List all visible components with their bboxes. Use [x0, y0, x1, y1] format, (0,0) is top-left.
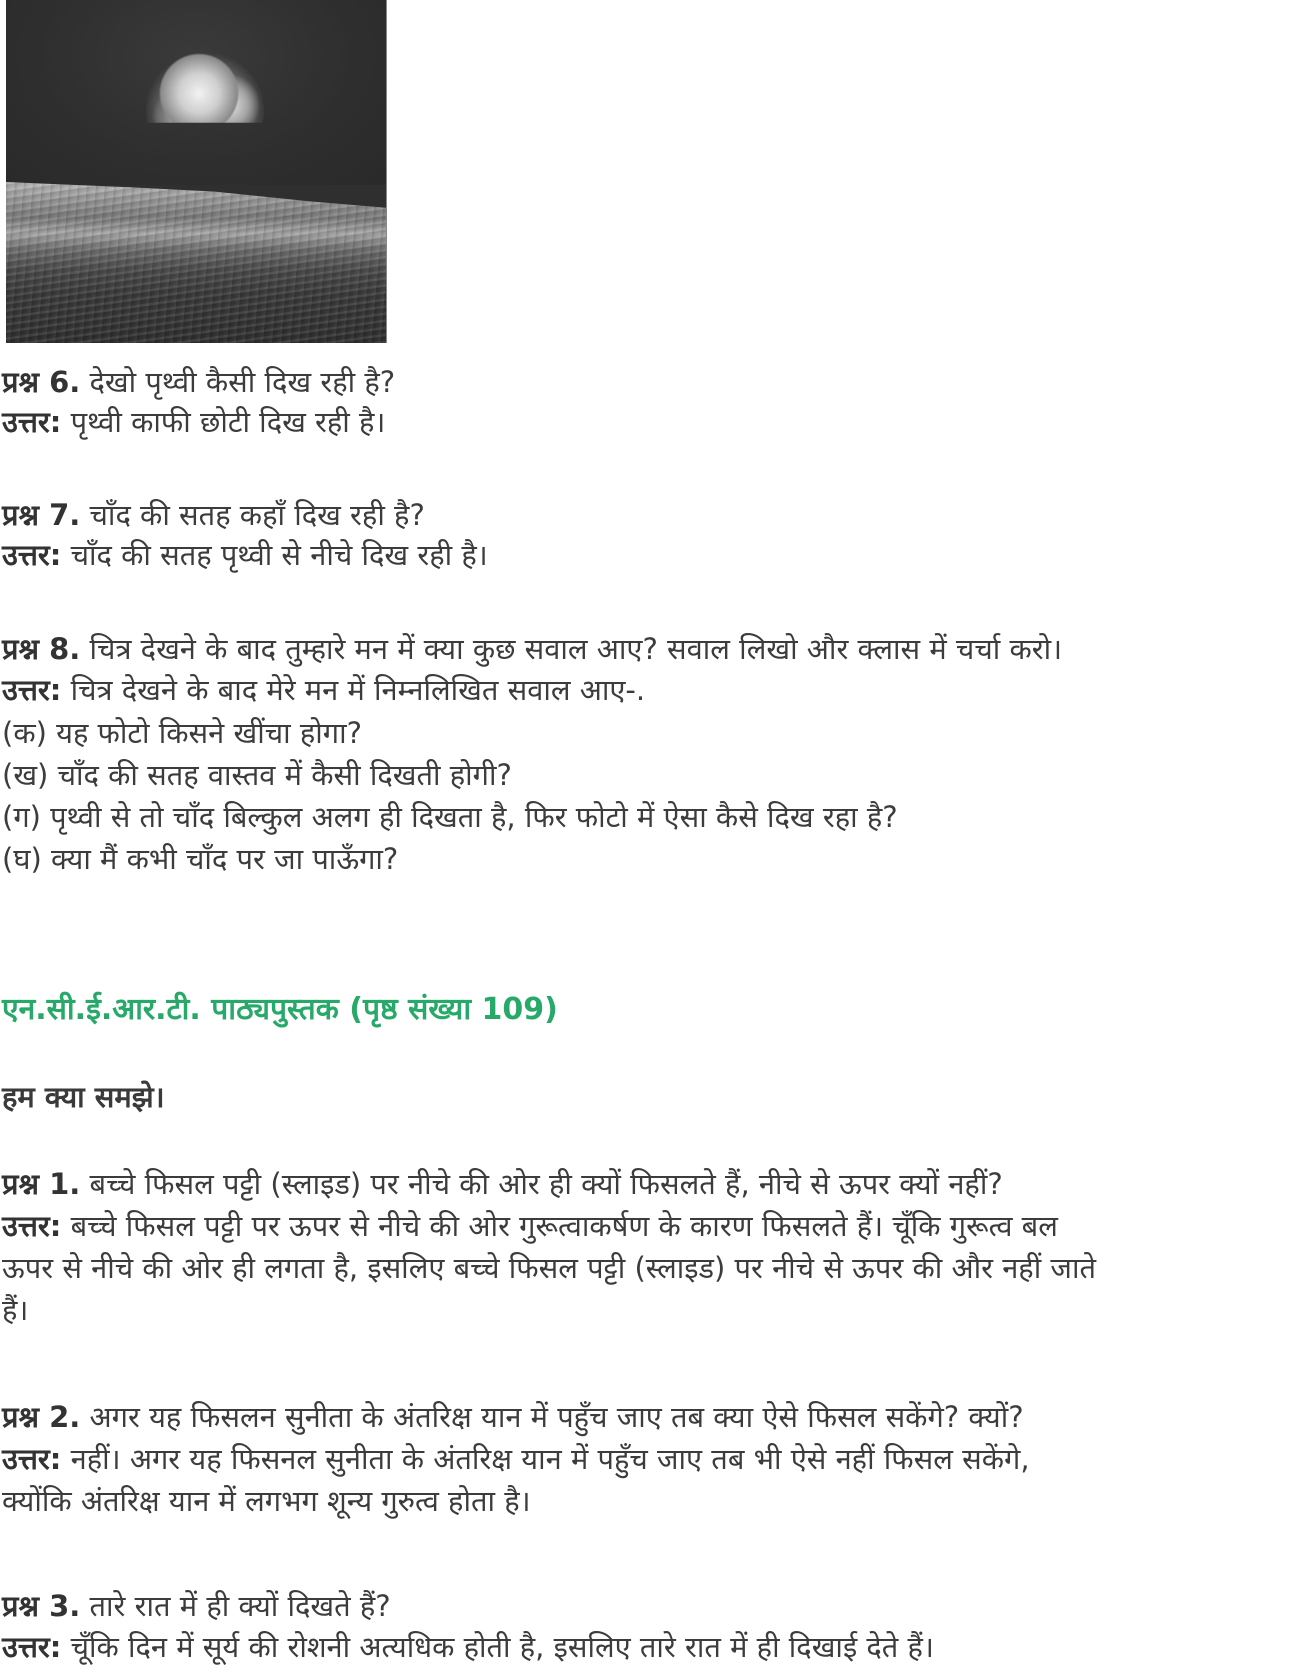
question-2: [2, 1397, 1024, 1437]
question-label: प्रश्न 7.: [2, 498, 81, 532]
question-label: प्रश्न 2.: [2, 1400, 81, 1434]
question-8: [2, 629, 1062, 669]
answer-text: पृथ्वी काफी छोटी दिख रही है।: [61, 405, 386, 439]
answer-label: उत्तर:: [2, 538, 62, 572]
answer-text: चित्र देखने के बाद मेरे मन में निम्नलिखित सवाल आए-.: [61, 673, 646, 707]
answer-8-item-ka: (क) यह फोटो किसने खींचा होगा?: [2, 716, 362, 750]
answer-1-line-2: ऊपर से नीचे की ओर ही लगता है, इसलिए बच्चे फिसल पट्टी (स्लाइड) पर नीचे से ऊपर की और नहीं जाते: [2, 1251, 1096, 1285]
question-text: तारे रात में ही क्यों दिखते हैं?: [80, 1589, 391, 1623]
question-3: [2, 1586, 391, 1626]
section-heading: एन.सी.ई.आर.टी. पाठ्यपुस्तक (पृष्ठ संख्या 109): [2, 992, 558, 1027]
answer-8: [2, 670, 645, 710]
question-label: प्रश्न 3.: [2, 1589, 81, 1623]
question-label: प्रश्न 6.: [2, 365, 81, 399]
question-label: प्रश्न 1.: [2, 1167, 81, 1201]
question-text: देखो पृथ्वी कैसी दिख रही है?: [80, 365, 396, 399]
subheading: हम क्या समझे।: [2, 1080, 165, 1114]
moon-surface-texture: [6, 182, 386, 343]
answer-6: [2, 402, 385, 442]
answer-8-item-gha: (घ) क्या मैं कभी चाँद पर जा पाऊँगा?: [2, 842, 399, 876]
earthrise-photo: [6, 0, 387, 343]
question-6: [2, 362, 395, 402]
question-text: बच्चे फिसल पट्टी (स्लाइड) पर नीचे की ओर ही क्यों फिसलते हैं, नीचे से ऊपर क्यों नहीं?: [80, 1167, 1003, 1201]
question-7: [2, 495, 425, 535]
question-text: अगर यह फिसलन सुनीता के अंतरिक्ष यान में पहुँच जाए तब क्या ऐसे फिसल सकेंगे? क्यों?: [80, 1400, 1024, 1434]
question-label: प्रश्न 8.: [2, 632, 81, 666]
question-text: चाँद की सतह कहाँ दिख रही है?: [80, 498, 425, 532]
answer-text: चूँकि दिन में सूर्य की रोशनी अत्यधिक होती है, इसलिए तारे रात में ही दिखाई देते हैं।: [61, 1630, 934, 1664]
answer-1: [2, 1206, 1058, 1246]
answer-7: [2, 535, 488, 575]
answer-2: [2, 1439, 1030, 1479]
answer-1-line-3: हैं।: [2, 1293, 29, 1327]
answer-text: बच्चे फिसल पट्टी पर ऊपर से नीचे की ओर गुरूत्वाकर्षण के कारण फिसलते हैं। चूँकि गुरूत्व बल: [61, 1209, 1058, 1243]
answer-text: नहीं। अगर यह फिसनल सुनीता के अंतरिक्ष यान में पहुँच जाए तब भी ऐसे नहीं फिसल सकेंगे,: [61, 1442, 1030, 1476]
answer-3: [2, 1627, 934, 1667]
question-1: [2, 1164, 1003, 1204]
answer-label: उत्तर:: [2, 1209, 62, 1243]
answer-label: उत्तर:: [2, 405, 62, 439]
answer-label: उत्तर:: [2, 1442, 62, 1476]
answer-label: उत्तर:: [2, 1630, 62, 1664]
question-text: चित्र देखने के बाद तुम्हारे मन में क्या कुछ सवाल आए? सवाल लिखो और क्लास में चर्चा करो।: [80, 632, 1063, 666]
answer-text: चाँद की सतह पृथ्वी से नीचे दिख रही है।: [61, 538, 488, 572]
answer-label: उत्तर:: [2, 673, 62, 707]
answer-2-line-2: क्योंकि अंतरिक्ष यान में लगभग शून्य गुरुत्व होता है।: [2, 1484, 531, 1518]
answer-8-item-ga: (ग) पृथ्वी से तो चाँद बिल्कुल अलग ही दिखता है, फिर फोटो में ऐसा कैसे दिख रहा है?: [2, 800, 898, 834]
answer-8-item-kha: (ख) चाँद की सतह वास्तव में कैसी दिखती होगी?: [2, 758, 512, 792]
